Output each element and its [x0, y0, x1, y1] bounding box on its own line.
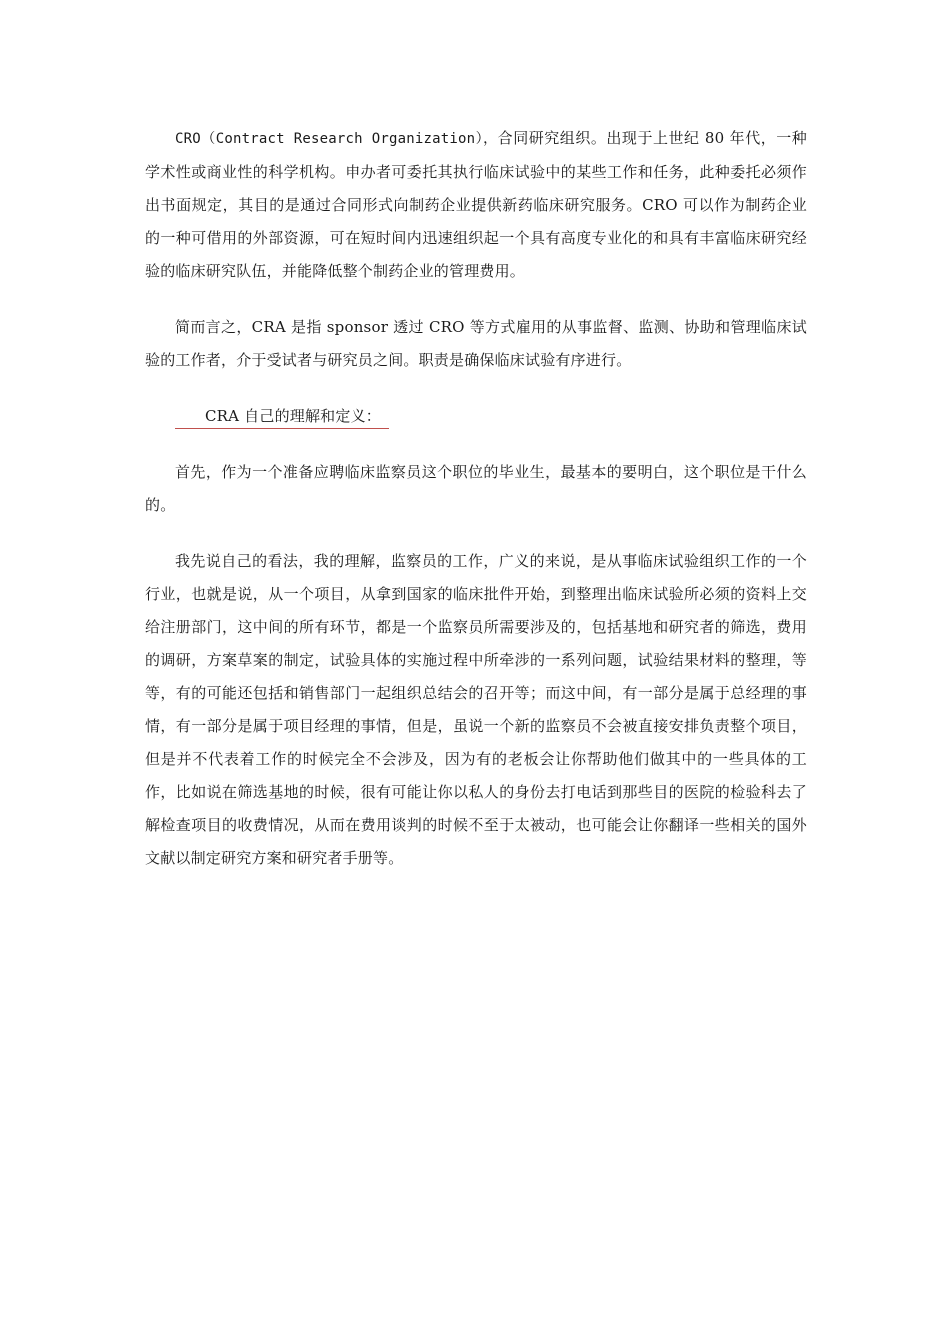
- document-body: [145, 122, 807, 898]
- paragraph-first-point: 首先，作为一个准备应聘临床监察员这个职位的毕业生，最基本的要明白，这个职位是干什么的。: [145, 463, 807, 514]
- paragraph-my-view: 我先说自己的看法，我的理解，监察员的工作，广义的来说，是从事临床试验组织工作的一个行业，也就是说，从一个项目，从拿到国家的临床批件开始，到整理出临床试验所必须的资料上交给注册部门，这中间的所有环节，都是一个监察员所需要涉及的，包括基地和研究者的筛选，费用的调研，方案草案的制定，试验具体的实施过程中所牵涉的一系列问题，试验结果材料的整理，等等，有的可能还包括和销售部门一起组织总结会的召开等；而这中间，有一部分是属于总经理的事情，有一部分是属于项目经理的事情，但是，虽说一个新的监察员不会被直接安排负责整个项目，但是并不代表着工作的时候完全不会涉及，因为有的老板会让你帮助他们做其中的一些具体的工作，比如说在筛选基地的时候，很有可能让你以私人的身份去打电话到那些目的医院的检验科去了解检查项目的收费情况，从而在费用谈判的时候不至于太被动，也可能会让你翻译一些相关的国外文献以制定研究方案和研究者手册等。: [145, 552, 807, 867]
- paragraph-cra-summary: 简而言之，CRA 是指 sponsor 透过 CRO 等方式雇用的从事监督、监测、协助和管理临床试验的工作者，介于受试者与研究员之间。职责是确保临床试验有序进行。: [145, 318, 807, 369]
- section-heading: CRA 自己的理解和定义：: [175, 404, 389, 429]
- cro-definition-text: 合同研究组织。出现于上世纪 80 年代，一种学术性或商业性的科学机构。申办者可委托其执行临床试验中的某些工作和任务，此种委托必须作出书面规定，其目的是通过合同形式向制药企业提供新药临床研究服务。CRO 可以作为制药企业的一种可借用的外部资源，可在短时间内迅速组织起一个具有高度专业化的和具有丰富临床研究经验的临床研究队伍，并能降低整个制药企业的管理费用。: [145, 129, 807, 280]
- paragraph-cra-heading: [145, 400, 807, 433]
- cro-term: CRO（Contract Research Organization），: [175, 131, 498, 147]
- paragraph-cro-definition: [145, 122, 807, 288]
